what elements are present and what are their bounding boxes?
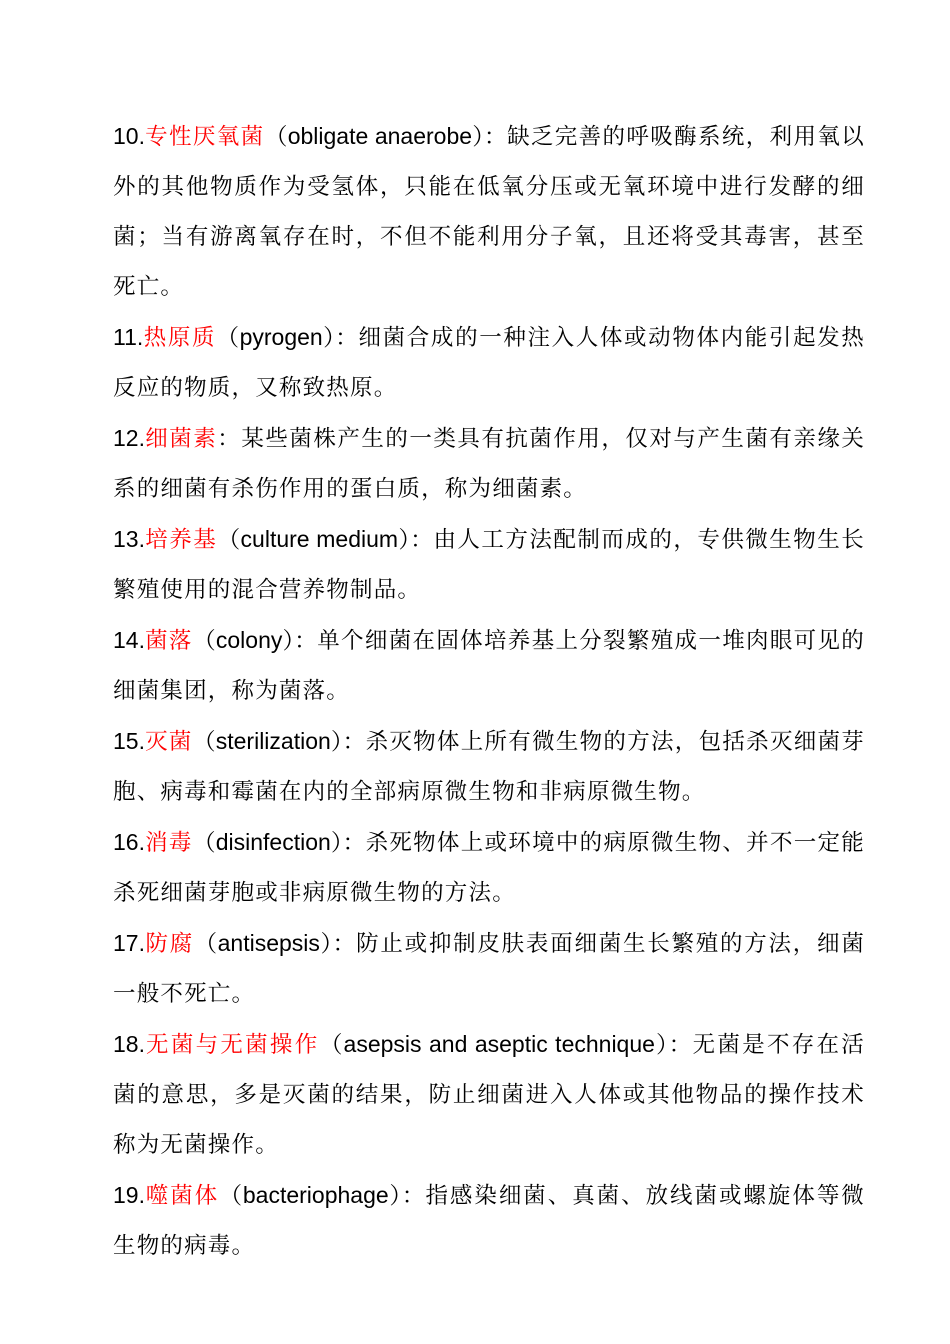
entry-definition: 单个细菌在固体培养基上分裂繁殖成一堆肉眼可见的细菌集团，称为菌落。 [113, 628, 866, 704]
entry-term: 细菌素 [144, 426, 218, 452]
entry-number: 14. [113, 627, 145, 653]
definition-entry-14 [113, 615, 865, 716]
entry-english-term: （culture medium）： [217, 526, 434, 552]
definition-entry-10 [113, 111, 865, 312]
document-page [113, 111, 865, 1271]
entry-term: 培养基 [144, 527, 218, 553]
entry-number: 16. [113, 829, 145, 855]
entry-definition: 缺乏完善的呼吸酶系统，利用氧以外的其他物质作为受氢体，只能在低氧分压或无氧环境中进行发酵的细菌；当有游离氧存在时，不但不能利用分子氧，且还将受其毒害，甚至死亡。 [113, 124, 865, 300]
definition-entry-17 [113, 918, 865, 1019]
definition-entry-18 [113, 1019, 865, 1170]
entry-number: 13. [113, 526, 145, 552]
entry-term: 菌落 [144, 628, 193, 654]
entry-term: 防腐 [144, 931, 195, 957]
entry-definition: 杀灭物体上所有微生物的方法，包括杀灭细菌芽胞、病毒和霉菌在内的全部病原微生物和非病原微生物。 [113, 729, 866, 805]
entry-definition: 指感染细菌、真菌、放线菌或螺旋体等微生物的病毒。 [113, 1183, 865, 1259]
definition-entry-16 [113, 817, 865, 918]
entry-english-term: （colony）： [192, 627, 318, 653]
entry-english-term: （obligate anaerobe）： [264, 123, 508, 149]
entry-term: 消毒 [144, 830, 193, 856]
entry-number: 17. [113, 930, 145, 956]
entry-separator: ： [217, 426, 242, 452]
entry-definition: 无菌是不存在活菌的意思，多是灭菌的结果，防止细菌进入人体或其他物品的操作技术称为无菌操作。 [113, 1032, 865, 1158]
entry-term: 灭菌 [144, 729, 193, 755]
definition-entry-19 [113, 1170, 865, 1271]
entry-english-term: （bacteriophage）： [219, 1182, 426, 1208]
entry-term: 热原质 [143, 325, 217, 351]
entry-english-term: （sterilization）： [192, 728, 366, 754]
entry-number: 11. [113, 324, 144, 350]
entry-number: 19. [113, 1182, 145, 1208]
entry-term: 噬菌体 [144, 1183, 220, 1209]
entry-term: 专性厌氧菌 [144, 124, 265, 150]
definition-entry-13 [113, 514, 865, 615]
entry-english-term: （antisepsis）： [194, 930, 357, 956]
definition-entry-11 [113, 312, 865, 413]
entry-english-term: （pyrogen）： [216, 324, 359, 350]
entry-definition: 细菌合成的一种注入人体或动物体内能引起发热反应的物质，又称致热原。 [113, 325, 865, 401]
entry-number: 10. [113, 123, 145, 149]
entry-english-term: （asepsis and aseptic technique）： [319, 1031, 693, 1057]
entry-definition: 某些菌株产生的一类具有抗菌作用，仅对与产生菌有亲缘关系的细菌有杀伤作用的蛋白质，称为细菌素。 [113, 426, 866, 502]
entry-term: 无菌与无菌操作 [144, 1032, 320, 1058]
entry-number: 15. [113, 728, 145, 754]
entry-definition: 防止或抑制皮肤表面细菌生长繁殖的方法，细菌一般不死亡。 [113, 931, 866, 1007]
definition-entry-12 [113, 413, 865, 514]
definition-entry-15 [113, 716, 865, 817]
entry-number: 18. [113, 1031, 145, 1057]
entry-definition: 杀死物体上或环境中的病原微生物、并不一定能杀死细菌芽胞或非病原微生物的方法。 [113, 830, 866, 906]
entry-definition: 由人工方法配制而成的，专供微生物生长繁殖使用的混合营养物制品。 [113, 527, 865, 603]
entry-number: 12. [113, 425, 145, 451]
entry-english-term: （disinfection）： [192, 829, 366, 855]
